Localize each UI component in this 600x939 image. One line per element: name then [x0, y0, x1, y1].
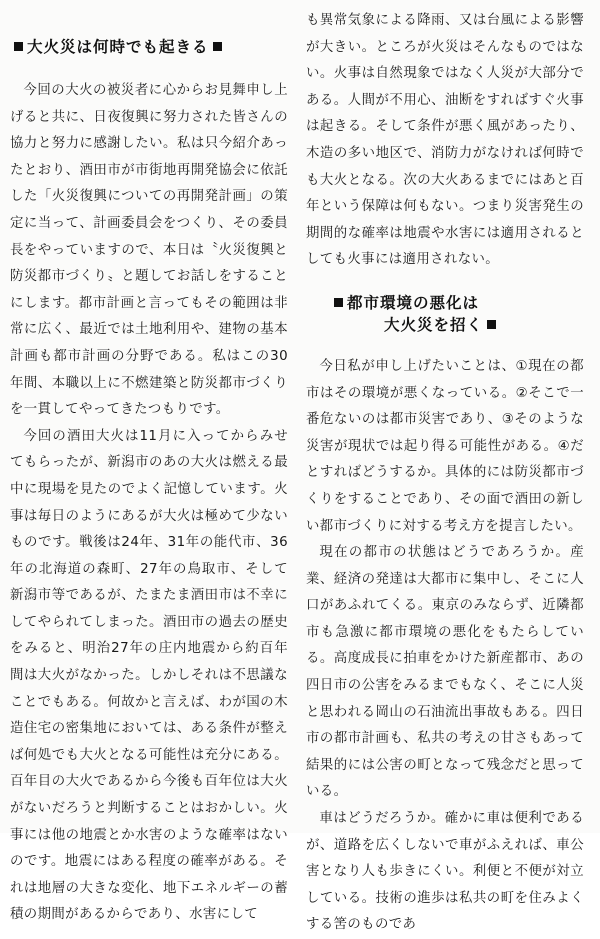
paragraph: 今回の酒田大火は11月に入ってからみせてもらったが、新潟市のあの大火は燃える最中に現場を見たのでよく記憶しています。火事は毎日のようにあるが大火は極めて少ないものです。戦後は24年、31年の能代市、36年の北海道の森町、27年の鳥取市、そして新潟市等であるが、たまたま酒田市は不幸にしてやられてしまった。酒田市の過去の歴史をみると、明治27年の庄内地震から約百年間は大火がなかった。しかしそれは不思議なことでもある。何故かと言えば、わが国の木造住宅の密集地においては、ある条件が整えば何処でも大火となる可能性は充分にある。百年目の大火であるから今後も百年位は大火がないだろうと判断することはおかしい。火事には他の地震とか水害のような確率はないのです。地震にはある程度の確率がある。それは地層の大きな変化、地下エネルギーの蓄積の期間があるからであり、水害にして — [10, 428, 288, 923]
paragraph: 今回の大火の被災者に心からお見舞申し上げると共に、日夜復興に努力された皆さんの協力と努力に感謝したい。私は只今紹介あったとおり、酒田市が市街地再開発協会に依託した「火災復興についての再開発計画」の策定に当って、計画委員会をつくり、その委員長をやっていますので、本日は〝火災復興と防災都市づくり〟と題してお話しをすることにします。都市計画と言ってもその範囲は非常に広く、最近では土地利用や、建物の基本計画も都市計画の分野である。私はこの30年間、本職以上に不燃建築と防災都市づくりを一貫してやってきたつもりです。 — [10, 83, 288, 418]
section-heading-right — [306, 292, 584, 336]
paragraph: 現在の都市の状態はどうであろうか。産業、経済の発達は大都市に集中し、そこに人口があふれてくる。東京のみならず、近隣都市も急激に都市環境の悪化をもたらしている。高度成長に拍車をかけた新産都市、あの四日市の公害をみるまでもなく、そこに人災と思われる岡山の石油流出事故もある。四日市の都市計画も、私共の考えの甘さもあって結果的には公害の町となって残念だと思っている。 — [306, 545, 584, 800]
heading-text-line2: 大火災を招く — [384, 315, 484, 334]
heading-text: 大火災は何時でも起きる — [27, 38, 209, 56]
black-square-icon — [487, 320, 496, 329]
paragraph: 今日私が申し上げたいことは、①現在の都市はその環境が悪くなっている。②そこで一番危ないのは都市災害であり、③そのような災害が現状では起り得る可能性がある。④だとすればどうするか。具体的には防災都市づくりをすることであり、その面で酒田の新しい都市づくりに対する考え方を提言したい。 — [306, 358, 584, 534]
heading-text-line1: 都市環境の悪化は — [347, 293, 480, 312]
right-column — [306, 8, 584, 939]
left-column — [10, 8, 288, 929]
paragraph: 車はどうだろうか。確かに車は便利であるが、道路を広くしないで車がふえれば、車公害となり人も歩きにくい。利便と不便が対立している。技術の進歩は私共の町を住みよくする筈のものであ — [306, 811, 584, 933]
black-square-icon — [213, 42, 222, 51]
section-heading-left — [10, 36, 288, 58]
black-square-icon — [14, 42, 23, 51]
paragraph: も異常気象による降雨、又は台風による影響が大きい。ところが火災はそんなものではない。火事は自然現象ではなく人災が大部分である。人間が不用心、油断をすればすぐ火事は起きる。そして条件が悪く風があったり、木造の多い地区で、消防力がなければ何時でも大火となる。次の大火あるまでにはあと百年という保障は何もない。つまり災害発生の期間的な確率は地震や水害には適用されるとしても火事には適用されない。 — [306, 13, 584, 268]
black-square-icon — [334, 298, 343, 307]
